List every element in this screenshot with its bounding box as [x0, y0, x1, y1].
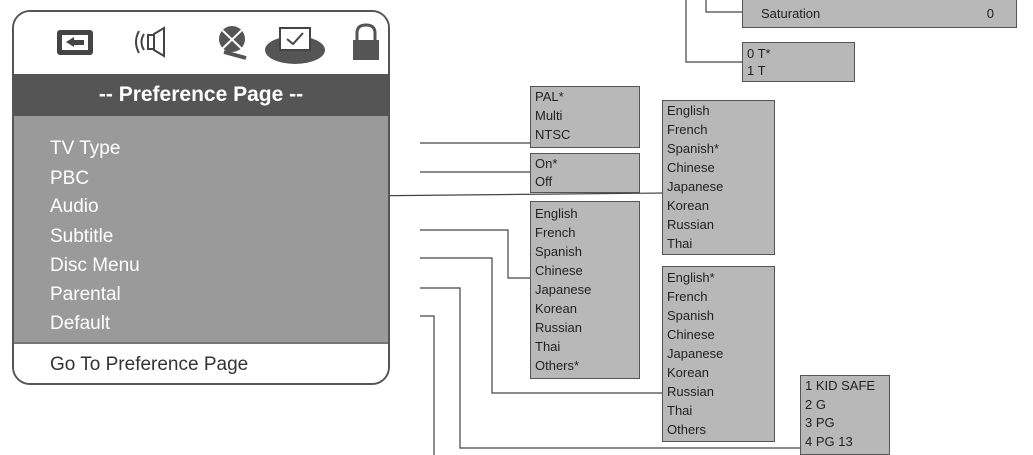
option-item[interactable]: Spanish: [667, 308, 714, 323]
option-item[interactable]: 0 T*: [747, 46, 771, 61]
disc-menu-options: [662, 266, 775, 442]
menu-item-disc-menu[interactable]: Disc Menu: [50, 255, 140, 276]
menu-item-default[interactable]: Default: [50, 313, 111, 334]
option-item[interactable]: Spanish*: [667, 141, 720, 156]
option-item[interactable]: English: [667, 103, 710, 118]
menu-item-subtitle[interactable]: Subtitle: [50, 226, 114, 247]
option-item[interactable]: Chinese: [535, 263, 583, 278]
option-item[interactable]: 3 PG: [805, 415, 835, 430]
subtitle-options: [530, 201, 640, 379]
page-title: -- Preference Page --: [14, 74, 388, 116]
option-item[interactable]: French: [535, 225, 576, 240]
option-item[interactable]: Russian: [535, 320, 582, 335]
preference-menu: [14, 116, 388, 342]
option-item[interactable]: Korean: [667, 365, 709, 380]
option-item[interactable]: Chinese: [667, 327, 715, 342]
option-item[interactable]: Japanese: [535, 282, 592, 297]
preference-osd-panel: [12, 10, 390, 385]
option-item[interactable]: Russian: [667, 384, 714, 399]
saturation-label: Saturation: [761, 6, 821, 21]
footer-status: [14, 342, 388, 385]
hue-option-box: [742, 42, 855, 82]
pbc-options: [530, 153, 640, 193]
option-item[interactable]: PAL*: [535, 89, 564, 104]
lock-icon[interactable]: [344, 22, 388, 62]
option-item[interactable]: English*: [667, 270, 715, 285]
option-item[interactable]: Others*: [535, 358, 580, 373]
option-item[interactable]: Russian: [667, 217, 714, 232]
option-item[interactable]: 4 PG 13: [805, 433, 853, 449]
option-item[interactable]: 1 KID SAFE: [805, 378, 876, 393]
option-item[interactable]: On*: [535, 156, 558, 171]
parental-options: [800, 375, 890, 455]
footer-text: Go To Preference Page: [50, 354, 249, 375]
option-item[interactable]: Multi: [535, 108, 563, 123]
option-item[interactable]: 1 T: [747, 63, 766, 78]
option-item[interactable]: Korean: [667, 198, 709, 213]
option-item[interactable]: NTSC: [535, 127, 571, 142]
saturation-box: [742, 0, 1017, 28]
speaker-icon[interactable]: [132, 22, 176, 62]
option-item[interactable]: French: [667, 289, 708, 304]
icon-bar: [14, 12, 388, 74]
option-item[interactable]: Thai: [535, 339, 561, 354]
menu-item-audio[interactable]: Audio: [50, 196, 99, 217]
saturation-value: 0: [986, 6, 994, 21]
menu-item-pbc[interactable]: PBC: [50, 168, 90, 189]
option-item[interactable]: Off: [535, 174, 553, 189]
menu-item-parental[interactable]: Parental: [50, 284, 121, 305]
menu-item-tv-type[interactable]: TV Type: [50, 138, 121, 159]
option-item[interactable]: Korean: [535, 301, 577, 316]
audio-options: [662, 100, 775, 255]
preference-check-icon[interactable]: [264, 20, 326, 66]
option-item[interactable]: English: [535, 206, 578, 221]
option-item[interactable]: Japanese: [667, 346, 724, 361]
option-item[interactable]: 2 G: [805, 396, 826, 412]
option-item[interactable]: Chinese: [667, 160, 715, 175]
option-item[interactable]: Thai: [667, 236, 693, 251]
option-item[interactable]: Japanese: [667, 179, 724, 194]
tv-type-options: [530, 86, 640, 148]
tv-screen-icon[interactable]: [54, 22, 98, 62]
option-item[interactable]: Thai: [667, 403, 693, 418]
option-item[interactable]: French: [667, 122, 708, 137]
option-item[interactable]: Spanish: [535, 244, 582, 259]
option-item[interactable]: Others: [667, 422, 707, 437]
video-reel-icon[interactable]: [210, 22, 254, 62]
